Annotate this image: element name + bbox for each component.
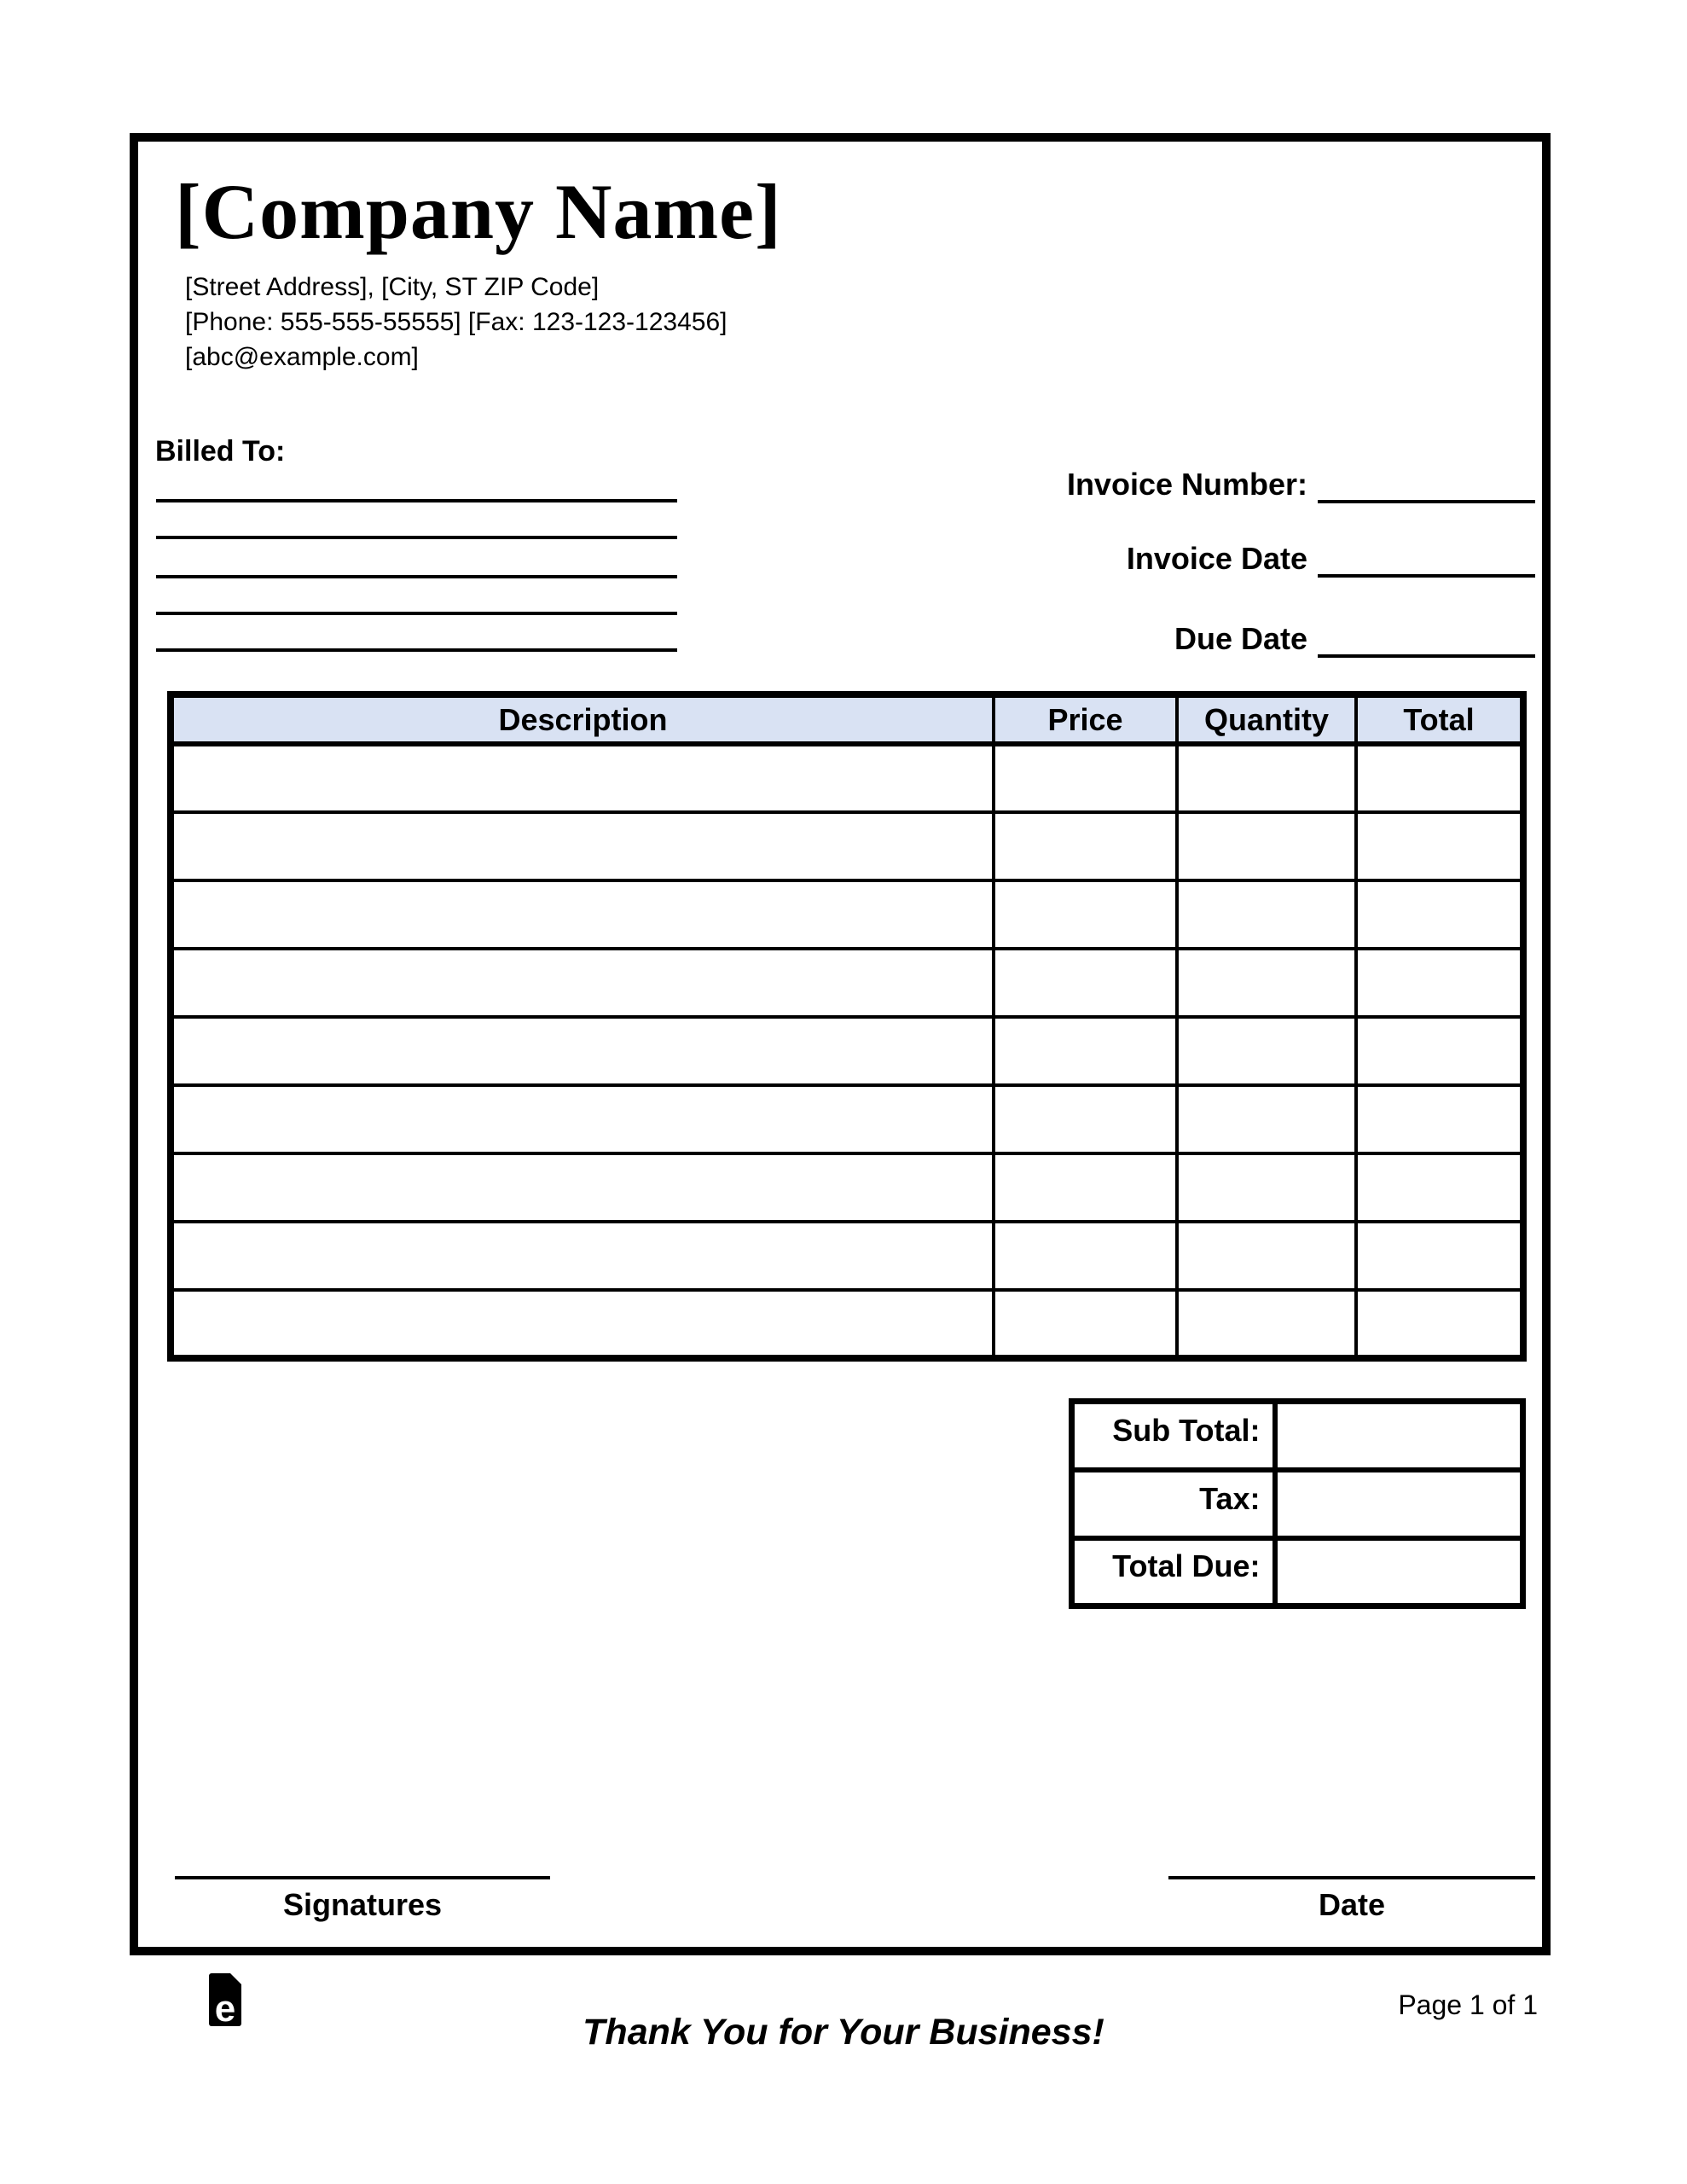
due-date-row xyxy=(1023,619,1535,658)
cell-total[interactable] xyxy=(1356,744,1523,812)
table-row xyxy=(171,880,1523,949)
company-address xyxy=(185,270,727,375)
table-row xyxy=(171,1017,1523,1085)
cell-quantity[interactable] xyxy=(1177,812,1356,880)
table-row xyxy=(171,949,1523,1017)
billed-to-line-5[interactable] xyxy=(156,648,677,652)
cell-total[interactable] xyxy=(1356,880,1523,949)
thank-you-message: Thank You for Your Business! xyxy=(583,2012,1104,2053)
due-date-label: Due Date xyxy=(1174,621,1307,656)
column-header-total: Total xyxy=(1356,694,1523,744)
cell-description[interactable] xyxy=(171,1085,994,1153)
invoice-number-row xyxy=(1023,464,1535,503)
invoice-date-field[interactable] xyxy=(1318,542,1535,578)
company-address-line-2: [Phone: 555-555-55555] [Fax: 123-123-123456] xyxy=(185,308,728,336)
billed-to-label: Billed To: xyxy=(155,435,286,468)
cell-price[interactable] xyxy=(994,880,1177,949)
column-header-quantity: Quantity xyxy=(1177,694,1356,744)
due-date-field[interactable] xyxy=(1318,622,1535,658)
cell-total[interactable] xyxy=(1356,1017,1523,1085)
invoice-number-field[interactable] xyxy=(1318,468,1535,503)
tax-label: Tax: xyxy=(1072,1470,1275,1538)
cell-total[interactable] xyxy=(1356,1290,1523,1358)
signature-line[interactable] xyxy=(175,1876,550,1879)
cell-price[interactable] xyxy=(994,1290,1177,1358)
company-address-line-3: [abc@example.com] xyxy=(185,343,419,371)
column-header-price: Price xyxy=(994,694,1177,744)
billed-to-line-1[interactable] xyxy=(156,499,677,502)
line-items-table xyxy=(167,691,1527,1362)
cell-price[interactable] xyxy=(994,1222,1177,1290)
cell-quantity[interactable] xyxy=(1177,1290,1356,1358)
cell-total[interactable] xyxy=(1356,1153,1523,1222)
cell-description[interactable] xyxy=(171,812,994,880)
signature-label: Signatures xyxy=(282,1887,443,1922)
date-label: Date xyxy=(1318,1887,1386,1922)
invoice-number-label: Invoice Number: xyxy=(1066,467,1307,502)
table-header-row xyxy=(171,694,1523,744)
total-due-label: Total Due: xyxy=(1072,1538,1275,1606)
cell-price[interactable] xyxy=(994,1153,1177,1222)
billed-to-line-4[interactable] xyxy=(156,612,677,615)
table-row xyxy=(171,1290,1523,1358)
cell-description[interactable] xyxy=(171,1290,994,1358)
cell-total[interactable] xyxy=(1356,1085,1523,1153)
invoice-date-label: Invoice Date xyxy=(1126,541,1307,576)
total-due-value[interactable] xyxy=(1275,1538,1523,1606)
cell-quantity[interactable] xyxy=(1177,1222,1356,1290)
cell-price[interactable] xyxy=(994,744,1177,812)
cell-total[interactable] xyxy=(1356,949,1523,1017)
subtotal-row xyxy=(1072,1402,1523,1470)
company-name: [Company Name] xyxy=(175,168,782,255)
totals-table xyxy=(1069,1398,1526,1609)
tax-value[interactable] xyxy=(1275,1470,1523,1538)
column-header-description: Description xyxy=(171,694,994,744)
subtotal-label: Sub Total: xyxy=(1072,1402,1275,1470)
cell-description[interactable] xyxy=(171,1222,994,1290)
tax-row xyxy=(1072,1470,1523,1538)
cell-description[interactable] xyxy=(171,744,994,812)
cell-price[interactable] xyxy=(994,949,1177,1017)
table-row xyxy=(171,1153,1523,1222)
date-line[interactable] xyxy=(1168,1876,1535,1879)
page-number: Page 1 of 1 xyxy=(1398,1989,1538,2020)
billed-to-line-3[interactable] xyxy=(156,575,677,578)
cell-price[interactable] xyxy=(994,1085,1177,1153)
subtotal-value[interactable] xyxy=(1275,1402,1523,1470)
cell-total[interactable] xyxy=(1356,1222,1523,1290)
table-row xyxy=(171,744,1523,812)
cell-description[interactable] xyxy=(171,880,994,949)
table-row xyxy=(171,1085,1523,1153)
cell-quantity[interactable] xyxy=(1177,744,1356,812)
cell-quantity[interactable] xyxy=(1177,880,1356,949)
total-due-row xyxy=(1072,1538,1523,1606)
company-address-line-1: [Street Address], [City, ST ZIP Code] xyxy=(185,273,600,301)
cell-quantity[interactable] xyxy=(1177,1017,1356,1085)
cell-quantity[interactable] xyxy=(1177,949,1356,1017)
invoice-date-row xyxy=(1023,538,1535,578)
cell-total[interactable] xyxy=(1356,812,1523,880)
cell-price[interactable] xyxy=(994,1017,1177,1085)
billed-to-line-2[interactable] xyxy=(156,536,677,539)
document-fold-flap-icon xyxy=(230,1976,239,1984)
cell-price[interactable] xyxy=(994,812,1177,880)
cell-quantity[interactable] xyxy=(1177,1085,1356,1153)
cell-description[interactable] xyxy=(171,949,994,1017)
cell-quantity[interactable] xyxy=(1177,1153,1356,1222)
logo-letter: e xyxy=(214,1988,236,2030)
cell-description[interactable] xyxy=(171,1153,994,1222)
table-row xyxy=(171,1222,1523,1290)
cell-description[interactable] xyxy=(171,1017,994,1085)
table-row xyxy=(171,812,1523,880)
